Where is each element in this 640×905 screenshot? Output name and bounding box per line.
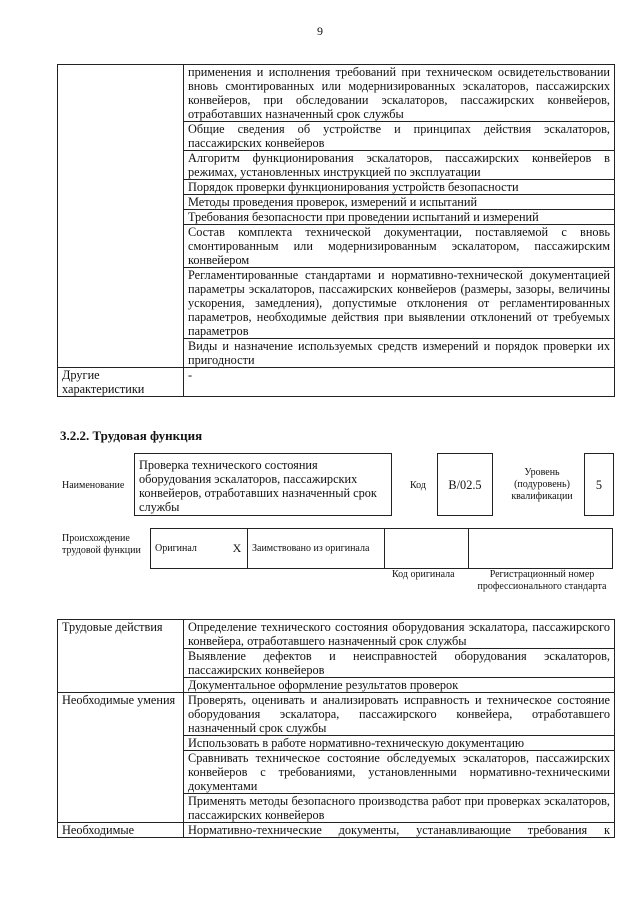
origin-original-cell: Оригинал — [151, 529, 228, 569]
knowledge-label: Необходимые — [58, 823, 184, 838]
origin-code-cell — [385, 529, 469, 569]
skill-item: Сравнивать техническое состояние обследуемых эскалаторов, пассажирских конвейеров с требованиями, установленными нормативно-техническими документами — [184, 751, 615, 794]
page-number: 9 — [317, 24, 323, 38]
origin-reg-cell — [469, 529, 613, 569]
section-title: 3.2.2. Трудовая функция — [60, 428, 203, 443]
origin-reg-caption: Регистрационный номер профессионального стандарта — [477, 569, 607, 592]
name-label: Наименование — [62, 480, 125, 491]
function-name-box: Проверка технического состояния оборудования эскалаторов, пассажирских конвейеров, отработавших назначенный срок службы — [134, 453, 392, 516]
origin-borrowed-cell: Заимствовано из оригинала — [248, 529, 385, 569]
knowledge-first-item: Нормативно-технические документы, устанавливающие требования к — [184, 823, 615, 838]
knowledge-item: Общие сведения об устройстве и принципах действия эскалаторов, пассажирских конвейеров — [184, 122, 615, 151]
knowledge-item: применения и исполнения требований при техническом освидетельствовании вновь смонтированных или модернизированных эскалаторов, пассажирских конвейеров, при обследовании эскалаторов, пассажирских конвейеров, отработавших назначенный срок службы — [184, 65, 615, 122]
labor-action-item: Документальное оформление результатов проверок — [184, 678, 615, 693]
knowledge-label-cell — [58, 65, 184, 368]
origin-label: Происхождение трудовой функции — [62, 533, 141, 556]
skill-item: Использовать в работе нормативно-техническую документацию — [184, 736, 615, 751]
knowledge-item: Порядок проверки функционирования устройств безопасности — [184, 180, 615, 195]
origin-code-caption: Код оригинала — [392, 569, 455, 580]
function-code-box: B/02.5 — [437, 453, 493, 516]
origin-mark: X — [227, 529, 248, 569]
labor-action-item: Определение технического состояния оборудования эскалатора, пассажирского конвейера, отработавшего назначенный срок службы — [184, 620, 615, 649]
skill-item: Применять методы безопасного производства работ при проверках эскалаторов, пассажирских конвейеров — [184, 794, 615, 823]
knowledge-item: Состав комплекта технической документации, поставляемой с вновь смонтированным или модернизированным эскалатором, пассажирским конвейером — [184, 225, 615, 268]
skill-item: Проверять, оценивать и анализировать исправность и техническое состояние оборудования эскалатора, пассажирского конвейера, отработавшего назначенный срок службы — [184, 693, 615, 736]
function-level-box: 5 — [584, 453, 614, 516]
labor-action-item: Выявление дефектов и неисправностей оборудования эскалаторов, пассажирских конвейеров — [184, 649, 615, 678]
origin-table — [150, 528, 613, 569]
knowledge-item: Виды и назначение используемых средств измерений и порядок проверки их пригодности — [184, 339, 615, 368]
skills-label: Необходимые умения — [58, 693, 184, 823]
knowledge-item: Регламентированные стандартами и нормативно-технической документацией параметры эскалаторов, пассажирских конвейеров (размеры, зазоры, величины ускорения, замедления), допустимые отклонения от регламентированных параметров, необходимые действия при выявлении отклонений от требуемых параметров — [184, 268, 615, 339]
knowledge-item: Алгоритм функционирования эскалаторов, пассажирских конвейеров в режимах, установленных инструкцией по эксплуатации — [184, 151, 615, 180]
other-characteristics-label: Другие характеристики — [58, 368, 184, 397]
knowledge-item: Методы проведения проверок, измерений и испытаний — [184, 195, 615, 210]
other-characteristics-value: - — [184, 368, 615, 397]
labor-actions-label: Трудовые действия — [58, 620, 184, 693]
level-label: Уровень (подуровень) квалификации — [511, 467, 573, 502]
actions-table — [57, 619, 615, 838]
knowledge-table — [57, 64, 615, 397]
code-label: Код — [410, 480, 426, 491]
knowledge-item: Требования безопасности при проведении испытаний и измерений — [184, 210, 615, 225]
